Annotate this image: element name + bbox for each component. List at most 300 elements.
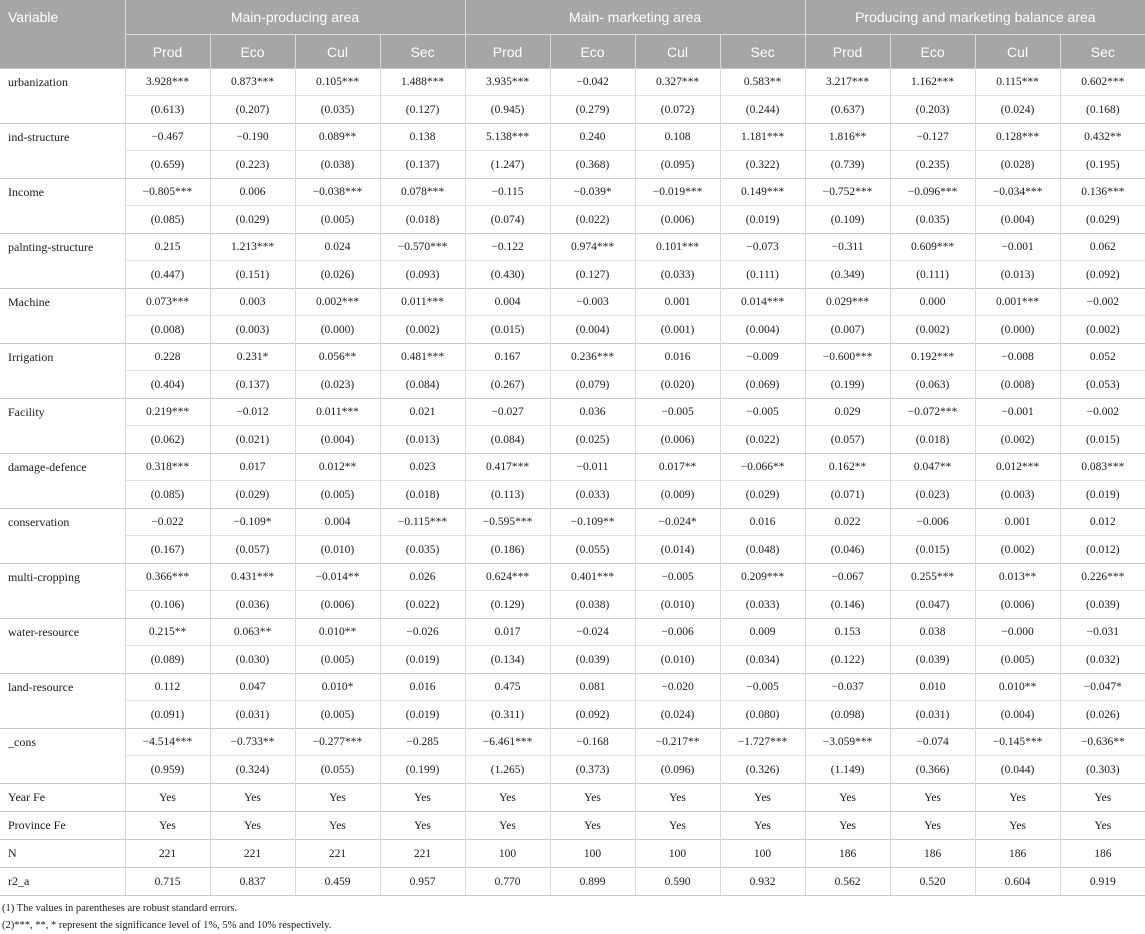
subcol-header: Cul [295,35,380,69]
coefficient-cell: 0.017 [210,454,295,481]
coefficient-cell: 0.431*** [210,564,295,591]
coefficient-cell: 0.011*** [380,289,465,316]
stat-cell: 186 [890,840,975,868]
group-header-main-producing: Main-producing area [125,0,465,35]
standard-error-cell: (0.129) [465,591,550,619]
standard-error-cell: (0.031) [890,701,975,729]
subcol-header: Eco [890,35,975,69]
coefficient-row [0,344,1145,371]
standard-error-cell: (0.024) [635,701,720,729]
standard-error-cell: (0.008) [975,371,1060,399]
empty-label-cell [0,646,125,674]
coefficient-cell: −0.001 [975,399,1060,426]
standard-error-cell: (0.223) [210,151,295,179]
standard-error-cell: (0.279) [550,96,635,124]
stat-cell: 221 [210,840,295,868]
standard-error-cell: (0.019) [720,206,805,234]
coefficient-cell: −0.047* [1060,674,1145,701]
coefficient-cell: −0.595*** [465,509,550,536]
variable-label: Irrigation [0,344,125,371]
standard-error-cell: (0.013) [975,261,1060,289]
coefficient-cell: 3.935*** [465,69,550,96]
stat-cell: 0.919 [1060,868,1145,896]
coefficient-cell: 1.213*** [210,234,295,261]
coefficient-cell: 1.162*** [890,69,975,96]
stat-cell: 100 [465,840,550,868]
standard-error-cell: (0.203) [890,96,975,124]
standard-error-cell: (0.199) [380,756,465,784]
coefficient-cell: 0.029*** [805,289,890,316]
stat-row [0,868,1145,896]
standard-error-cell: (0.034) [720,646,805,674]
coefficient-cell: −0.096*** [890,179,975,206]
standard-error-cell: (0.038) [550,591,635,619]
coefficient-cell: 3.217*** [805,69,890,96]
coefficient-cell: 0.012 [1060,509,1145,536]
variable-label: water-resource [0,619,125,646]
standard-error-cell: (0.122) [805,646,890,674]
coefficient-cell: 0.038 [890,619,975,646]
subcol-header: Prod [465,35,550,69]
standard-error-cell: (0.267) [465,371,550,399]
standard-error-cell: (0.015) [1060,426,1145,454]
variable-label: _cons [0,729,125,756]
coefficient-row [0,564,1145,591]
standard-error-cell: (0.005) [295,481,380,509]
coefficient-cell: −3.059*** [805,729,890,756]
standard-error-cell: (0.085) [125,481,210,509]
stat-cell: Yes [890,784,975,812]
standard-error-cell: (0.026) [1060,701,1145,729]
coefficient-cell: −0.066** [720,454,805,481]
stat-cell: Yes [720,784,805,812]
variable-label: Machine [0,289,125,316]
stat-cell: 0.562 [805,868,890,896]
coefficient-row [0,619,1145,646]
standard-error-cell: (0.322) [720,151,805,179]
coefficient-cell: −0.074 [890,729,975,756]
variable-label: ind-structure [0,124,125,151]
coefficient-cell: −4.514*** [125,729,210,756]
standard-error-cell: (0.404) [125,371,210,399]
standard-error-cell: (0.033) [635,261,720,289]
coefficient-cell: 0.236*** [550,344,635,371]
coefficient-row [0,729,1145,756]
coefficient-cell: −0.003 [550,289,635,316]
coefficient-cell: −0.285 [380,729,465,756]
standard-error-cell: (0.167) [125,536,210,564]
standard-error-cell: (0.080) [720,701,805,729]
variable-label: Income [0,179,125,206]
standard-error-row [0,591,1145,619]
standard-error-cell: (0.069) [720,371,805,399]
coefficient-cell: −0.122 [465,234,550,261]
stat-cell: Yes [720,812,805,840]
standard-error-cell: (0.035) [295,96,380,124]
coefficient-cell: −0.115*** [380,509,465,536]
coefficient-cell: 0.475 [465,674,550,701]
variable-label: palnting-structure [0,234,125,261]
coefficient-cell: −1.727*** [720,729,805,756]
coefficient-cell: −6.461*** [465,729,550,756]
coefficient-cell: 0.136*** [1060,179,1145,206]
coefficient-cell: 0.115*** [975,69,1060,96]
standard-error-cell: (0.008) [125,316,210,344]
standard-error-cell: (0.199) [805,371,890,399]
coefficient-cell: 0.432** [1060,124,1145,151]
coefficient-cell: 0.063** [210,619,295,646]
coefficient-row [0,124,1145,151]
stat-label: N [0,840,125,868]
coefficient-cell: 0.023 [380,454,465,481]
standard-error-cell: (0.127) [550,261,635,289]
coefficient-cell: 0.017 [465,619,550,646]
coefficient-cell: 0.004 [295,509,380,536]
coefficient-cell: −0.024* [635,509,720,536]
coefficient-cell: 0.192*** [890,344,975,371]
standard-error-cell: (0.004) [975,701,1060,729]
coefficient-cell: 0.112 [125,674,210,701]
coefficient-cell: 0.052 [1060,344,1145,371]
standard-error-cell: (0.093) [380,261,465,289]
standard-error-cell: (0.089) [125,646,210,674]
standard-error-cell: (1.149) [805,756,890,784]
standard-error-cell: (0.025) [550,426,635,454]
standard-error-cell: (0.137) [380,151,465,179]
standard-error-cell: (0.349) [805,261,890,289]
coefficient-cell: −0.217** [635,729,720,756]
coefficient-cell: 0.105*** [295,69,380,96]
coefficient-cell: 0.024 [295,234,380,261]
standard-error-cell: (0.022) [720,426,805,454]
coefficient-cell: −0.115 [465,179,550,206]
empty-label-cell [0,426,125,454]
standard-error-cell: (0.195) [1060,151,1145,179]
stat-cell: 0.590 [635,868,720,896]
standard-error-cell: (0.072) [635,96,720,124]
standard-error-cell: (0.053) [1060,371,1145,399]
standard-error-cell: (0.030) [210,646,295,674]
coefficient-cell: 0.021 [380,399,465,426]
coefficient-cell: 0.138 [380,124,465,151]
coefficient-cell: 0.011*** [295,399,380,426]
coefficient-cell: −0.020 [635,674,720,701]
stat-cell: 0.604 [975,868,1060,896]
standard-error-cell: (0.029) [1060,206,1145,234]
coefficient-cell: −0.002 [1060,399,1145,426]
coefficient-cell: 0.004 [465,289,550,316]
standard-error-cell: (0.055) [295,756,380,784]
stat-cell: Yes [550,812,635,840]
stat-cell: Yes [1060,812,1145,840]
stat-row [0,812,1145,840]
coefficient-cell: 0.209*** [720,564,805,591]
standard-error-cell: (0.447) [125,261,210,289]
stat-cell: 186 [975,840,1060,868]
coefficient-cell: 0.016 [720,509,805,536]
standard-error-cell: (0.057) [210,536,295,564]
coefficient-cell: 5.138*** [465,124,550,151]
empty-label-cell [0,536,125,564]
standard-error-cell: (0.022) [550,206,635,234]
table-body [0,69,1145,896]
coefficient-cell: 0.255*** [890,564,975,591]
coefficient-cell: 0.062 [1060,234,1145,261]
coefficient-cell: −0.037 [805,674,890,701]
coefficient-cell: 0.231* [210,344,295,371]
standard-error-cell: (0.023) [890,481,975,509]
subcol-header: Eco [550,35,635,69]
stat-cell: 0.837 [210,868,295,896]
standard-error-cell: (0.033) [720,591,805,619]
standard-error-row [0,426,1145,454]
standard-error-cell: (0.113) [465,481,550,509]
standard-error-cell: (0.092) [550,701,635,729]
stat-cell: 221 [125,840,210,868]
standard-error-cell: (0.002) [975,536,1060,564]
coefficient-cell: 0.081 [550,674,635,701]
coefficient-cell: 0.101*** [635,234,720,261]
coefficient-cell: 0.022 [805,509,890,536]
standard-error-row [0,371,1145,399]
stat-cell: Yes [890,812,975,840]
coefficient-cell: −0.168 [550,729,635,756]
coefficient-cell: 0.602*** [1060,69,1145,96]
stat-cell: 100 [720,840,805,868]
standard-error-cell: (0.031) [210,701,295,729]
coefficient-cell: 0.417*** [465,454,550,481]
standard-error-cell: (0.005) [295,701,380,729]
group-header-balance: Producing and marketing balance area [805,0,1145,35]
coefficient-cell: −0.109** [550,509,635,536]
stat-row [0,784,1145,812]
standard-error-cell: (0.015) [465,316,550,344]
standard-error-cell: (0.366) [890,756,975,784]
coefficient-cell: 0.036 [550,399,635,426]
stat-cell: Yes [125,812,210,840]
standard-error-row [0,646,1145,674]
standard-error-cell: (0.002) [1060,316,1145,344]
coefficient-cell: −0.027 [465,399,550,426]
coefficient-cell: −0.009 [720,344,805,371]
standard-error-cell: (0.006) [635,426,720,454]
coefficient-cell: −0.012 [210,399,295,426]
standard-error-cell: (0.035) [890,206,975,234]
standard-error-cell: (0.029) [210,481,295,509]
coefficient-cell: 0.001*** [975,289,1060,316]
standard-error-cell: (0.311) [465,701,550,729]
note-significance: (2)***, **, * represent the significance level of 1%, 5% and 10% respectively. [2,920,332,931]
standard-error-cell: (0.207) [210,96,295,124]
stat-cell: Yes [550,784,635,812]
standard-error-row [0,481,1145,509]
stat-cell: 0.520 [890,868,975,896]
coefficient-cell: 0.001 [635,289,720,316]
standard-error-cell: (0.014) [635,536,720,564]
standard-error-cell: (0.010) [635,646,720,674]
standard-error-cell: (0.020) [635,371,720,399]
subcol-header: Cul [635,35,720,69]
coefficient-cell: −0.006 [890,509,975,536]
coefficient-cell: 0.219*** [125,399,210,426]
subcol-header: Prod [125,35,210,69]
coefficient-row [0,179,1145,206]
stat-cell: 221 [380,840,465,868]
empty-label-cell [0,96,125,124]
standard-error-cell: (0.000) [295,316,380,344]
stat-cell: Yes [465,812,550,840]
coefficient-cell: −0.467 [125,124,210,151]
coefficient-cell: −0.001 [975,234,1060,261]
empty-label-cell [0,756,125,784]
standard-error-cell: (0.095) [635,151,720,179]
subcol-header: Cul [975,35,1060,69]
standard-error-cell: (0.244) [720,96,805,124]
standard-error-cell: (0.151) [210,261,295,289]
standard-error-cell: (0.032) [1060,646,1145,674]
coefficient-cell: 0.108 [635,124,720,151]
coefficient-cell: 0.583** [720,69,805,96]
coefficient-cell: −0.073 [720,234,805,261]
standard-error-cell: (0.039) [550,646,635,674]
standard-error-cell: (0.019) [380,701,465,729]
coefficient-cell: −0.127 [890,124,975,151]
stat-cell: Yes [635,812,720,840]
standard-error-cell: (0.018) [380,206,465,234]
coefficient-cell: −0.002 [1060,289,1145,316]
coefficient-row [0,234,1145,261]
stat-cell: 186 [1060,840,1145,868]
standard-error-cell: (0.044) [975,756,1060,784]
stat-cell: Yes [210,812,295,840]
group-header-main-marketing: Main- marketing area [465,0,805,35]
stat-cell: 0.932 [720,868,805,896]
empty-label-cell [0,701,125,729]
standard-error-cell: (0.035) [380,536,465,564]
empty-label-cell [0,206,125,234]
coefficient-cell: −0.011 [550,454,635,481]
coefficient-cell: 0.226*** [1060,564,1145,591]
coefficient-cell: −0.005 [720,399,805,426]
standard-error-cell: (0.022) [380,591,465,619]
coefficient-cell: −0.600*** [805,344,890,371]
stat-cell: Yes [975,784,1060,812]
standard-error-cell: (0.096) [635,756,720,784]
coefficient-cell: −0.005 [720,674,805,701]
standard-error-row [0,96,1145,124]
subcol-header: Sec [380,35,465,69]
standard-error-cell: (0.430) [465,261,550,289]
coefficient-cell: −0.026 [380,619,465,646]
coefficient-cell: 0.001 [975,509,1060,536]
stat-cell: Yes [380,784,465,812]
standard-error-cell: (0.004) [720,316,805,344]
stat-cell: 0.715 [125,868,210,896]
standard-error-cell: (0.039) [890,646,975,674]
coefficient-cell: 0.073*** [125,289,210,316]
stat-row [0,840,1145,868]
standard-error-cell: (0.079) [550,371,635,399]
standard-error-cell: (0.000) [975,316,1060,344]
stat-cell: 100 [635,840,720,868]
coefficient-cell: 0.318*** [125,454,210,481]
standard-error-cell: (0.945) [465,96,550,124]
stat-cell: 0.770 [465,868,550,896]
standard-error-cell: (0.084) [465,426,550,454]
standard-error-row [0,701,1145,729]
empty-label-cell [0,151,125,179]
coefficient-cell: 0.327*** [635,69,720,96]
stat-cell: Yes [380,812,465,840]
standard-error-cell: (0.111) [890,261,975,289]
coefficient-cell: 0.056** [295,344,380,371]
empty-label-cell [0,591,125,619]
standard-error-cell: (0.019) [380,646,465,674]
standard-error-cell: (0.003) [975,481,1060,509]
coefficient-cell: 1.181*** [720,124,805,151]
stat-cell: 0.459 [295,868,380,896]
standard-error-cell: (0.015) [890,536,975,564]
standard-error-cell: (0.063) [890,371,975,399]
standard-error-cell: (0.039) [1060,591,1145,619]
coefficient-cell: −0.072*** [890,399,975,426]
coefficient-cell: −0.311 [805,234,890,261]
coefficient-cell: 0.010 [890,674,975,701]
standard-error-cell: (0.019) [1060,481,1145,509]
table-notes [0,896,1145,934]
coefficient-cell: −0.752*** [805,179,890,206]
coefficient-cell: 0.010** [975,674,1060,701]
standard-error-cell: (0.006) [295,591,380,619]
standard-error-cell: (0.137) [210,371,295,399]
coefficient-cell: 0.016 [635,344,720,371]
variable-label: multi-cropping [0,564,125,591]
coefficient-cell: −0.145*** [975,729,1060,756]
standard-error-cell: (0.368) [550,151,635,179]
standard-error-cell: (0.024) [975,96,1060,124]
standard-error-row [0,206,1145,234]
coefficient-cell: −0.005 [635,564,720,591]
subcol-header: Prod [805,35,890,69]
standard-error-cell: (0.006) [975,591,1060,619]
variable-label: conservation [0,509,125,536]
coefficient-cell: 0.009 [720,619,805,646]
stat-cell: Yes [210,784,295,812]
coefficient-cell: −0.277*** [295,729,380,756]
standard-error-cell: (0.033) [550,481,635,509]
coefficient-row [0,454,1145,481]
standard-error-cell: (0.048) [720,536,805,564]
standard-error-cell: (0.326) [720,756,805,784]
coefficient-cell: −0.038*** [295,179,380,206]
coefficient-cell: −0.006 [635,619,720,646]
coefficient-cell: −0.636** [1060,729,1145,756]
coefficient-cell: 0.128*** [975,124,1060,151]
standard-error-cell: (0.186) [465,536,550,564]
standard-error-cell: (0.007) [805,316,890,344]
coefficient-cell: 0.014*** [720,289,805,316]
coefficient-cell: 0.026 [380,564,465,591]
empty-label-cell [0,261,125,289]
stat-cell: Yes [465,784,550,812]
coefficient-cell: 0.481*** [380,344,465,371]
coefficient-cell: 0.006 [210,179,295,206]
standard-error-cell: (0.036) [210,591,295,619]
stat-label: r2_a [0,868,125,896]
standard-error-cell: (0.084) [380,371,465,399]
standard-error-cell: (0.659) [125,151,210,179]
coefficient-cell: 1.816** [805,124,890,151]
